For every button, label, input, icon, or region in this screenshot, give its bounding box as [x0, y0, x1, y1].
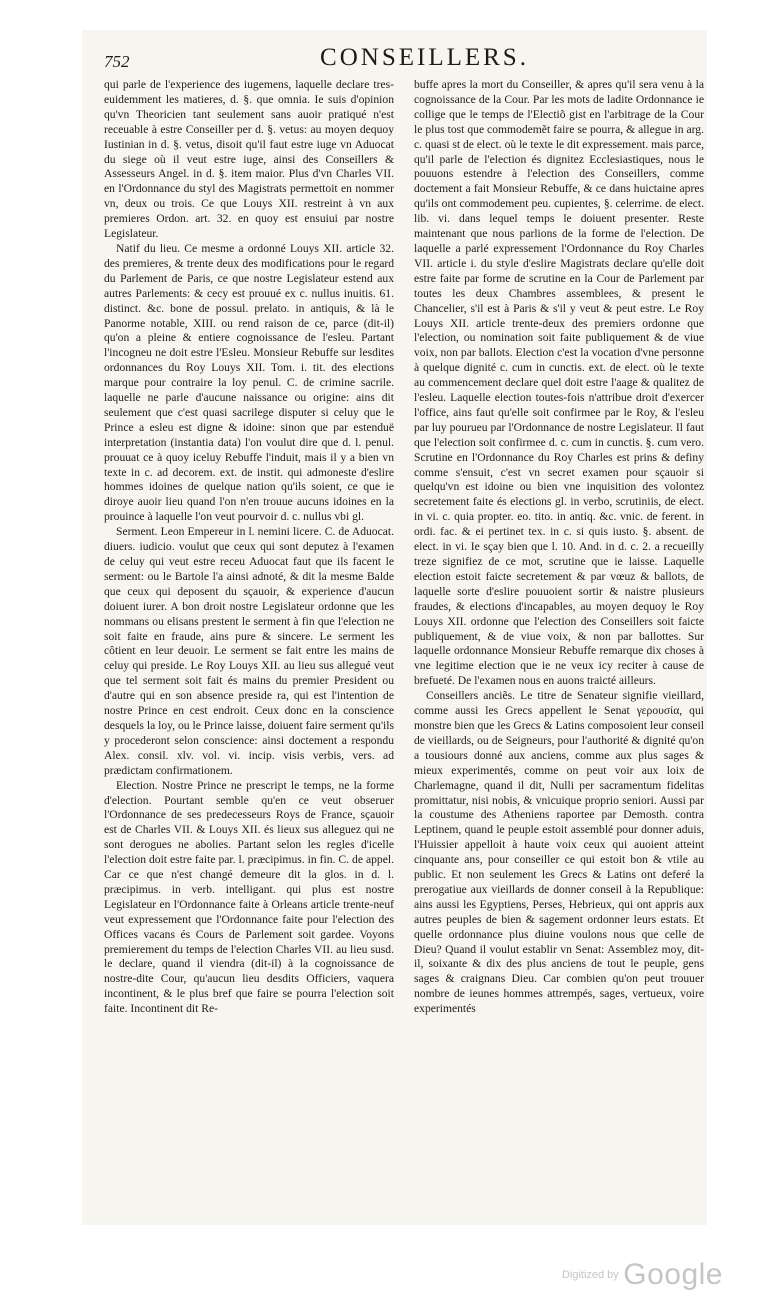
digitized-by-watermark — [562, 1258, 723, 1292]
paragraph: buffe apres la mort du Conseiller, & apres qu'il sera venu à la cognoissance de la Cour. Par les mots de ladite Ordonnance ie collige que le temps de l'Electiõ gist en l'arbitrage de la Cour le plus tost que commodemẽt faire se pourra, & allegue in arg. c. quasi st de elect. où le texte le dit expressement. mais parce, qu'il parle de l'election és dignitez Ecclesiastiques, nous le pouuons estendre à l'election des Conseillers, comme doctement a fait Monsieur Rebuffe, & ce dans huictaine apres qu'ils ont commodement peu. cupientes, §. celerrime. de elect. lib. vi. dans lequel temps le doiuent presenter. Reste maintenant que nous parlions de la forme de l'election. De laquelle a parlé expressement l'Ordonnance du Roy Charles VII. article i. du style d'eslire Magistrats declare qu'elle doit estre faite par forme de scrutine en la Cour de Parlement par toutes les deux Chambres assemblees, & present le Chancelier, s'il est à Paris & s'il y veut & peut estre. Le Roy Louys XII. article trente-deux des premiers ordonne que l'election, ou nomination soit faite publiquement & de viue voix, non par ballots. Election c'est la vocation d'vne personne à quelque dignité c. cum in cunctis. ext. de elect. où le texte au commencement declare quel doit estre l'aage & qualitez de l'esleu. Laquelle election toutes-fois n'attribue droit d'exercer l'office, ains faut qu'elle soit confirmee par le Roy, & l'esleu par luy pourueu par l'Ordonnance de nostre Legislateur. Il faut que l'election soit confirmee d. c. cum in cunctis. §. cum vero. Scrutine en l'Ordonnance du Roy Charles est prins & definy comme s'ensuit, c'est vn secret examen pour sçauoir si quelqu'vn est idoine ou bien vne inquisition des volontez secretement faite és elections gl. in verbo, scrutiniis, de elect. in vi. c. quia propter. eo. tito. in antiq. &c. vnic. de ferent. in ordi. fac. & ei pertinet tex. in c. si quis iusto. §. absent. de elect. in vi. Ie sçay bien que l. 10. And. in d. c. 2. a recueilly treze signifiez de ce mot, scrutine que ie laisse. Laquelle election estoit faicte secretement & par vœuz & ballots, de laquelle sorte d'eslire pouuoient sortir & naistre plusieurs fraudes, & elections d'incapables, au moyen dequoy le Roy Louys XII. ordonne que l'election des Conseillers soit faicte publiquement, & de viue voix, & non par ballottes. Sur laquelle ordonnance Monsieur Rebuffe remarque dix choses à vne legitime election que ie ne veux icy reciter à cause de brefueté. De l'examen nous en auons traicté ailleurs. — [414, 78, 704, 688]
paragraph: qui parle de l'experience des iugemens, laquelle declare tres-euidemment les matieres, d. §. que omnia. Ie suis d'opinion qu'vn Theoricien tant seulement sans auoir pratiqué n'est receuable à estre Conseiller per d. §. vetus: au moyen dequoy Iustinian in d. §. vetus, disoit qu'il faut estre iuge vn Aduocat du siege où il veut estre iuge, ainsi des Conseillers & Assesseurs Angel. in d. §. item maior. Plus d'vn Charles VII. en l'Ordonnance du styl des Magistrats permettoit en nommer vn, deux ou trois. Ce que Louys XII. restreint à vn aux premieres Ordon. art. 32. en quoy est ensuiui par nostre Legislateur. — [104, 78, 394, 241]
page-header — [82, 40, 707, 72]
paragraph: Serment. Leon Empereur in l. nemini licere. C. de Aduocat. diuers. iudicio. voulut que ceux qui sont deputez à l'examen de celuy qui veut estre receu Aduocat faut que ils facent le serment: ou le Bartole l'a ainsi adnoté, & dit la mesme Balde que ceux qui deposent du sçauoir, & experience d'aucun doiuent iurer. A bon droit nostre Legislateur ordonne que les nommans ou elisans prestent le serment à fin que l'election ne soit faite en fraude, ains pure & sincere. Le serment les côtient en leur deuoir. Le serment se fait entre les mains de celuy qui preside. Le Roy Louys XII. au lieu sus allegué veut que tel serment soit fait és mains du premier President ou d'autre qui en son absence preside ra, qui est l'intention de nostre Prince en cest endroit. Ceux donc en la conscience desquels la loy, ou le Prince laisse, doiuent faire serment qu'ils y procederont selon conscience: ainsi doctement a respondu Alex. consil. xlv. vol. vi. incip. visis verbis, vers. ad prædictam confirmationem. — [104, 525, 394, 777]
running-head: CONSEILLERS. — [320, 44, 529, 71]
right-column — [414, 78, 704, 1218]
google-logo: Google — [623, 1258, 723, 1291]
book-page — [82, 30, 707, 1225]
paragraph: Election. Nostre Prince ne prescript le temps, ne la forme d'election. Pourtant semble qu'en ce veut obseruer l'Ordonnance de ses predecesseurs Roys de France, sçauoir est de Charles VII. & Louys XII. és lieux sus alleguez qui ne sont derogues ne abolies. Partant selon les regles d'icelle l'election doit estre faite par. l. præcipimus. in fin. C. de appel. Car ce que n'est changé demeure dit la glos. in d. l. præcipimus. in verb. intelligant. qui plus est nostre Legislateur en l'Ordonnance faite à Orleans article trente-neuf veut expressement que l'Ordonnance faite pour l'election des Offices vacans és Cours de Parlement soit gardee. Voyons premierement du temps de l'election Charles VII. au lieu susd. le declare, quand il viendra (dit-il) à la cognoissance de nostre-dite Cour, qu'aucun lieu desdits Officiers, vaquera incontinent, & le plus bref que faire se pourra l'election soit faite. Incontinent dit Re- — [104, 778, 394, 1016]
watermark-prefix: Digitized by — [561, 1269, 619, 1281]
paragraph: Natif du lieu. Ce mesme a ordonné Louys XII. article 32. des premieres, & trente deux des modifications pour le regard du Parlement de Paris, ce que nostre Legislateur estend aux autres Parlements: & cecy est prouué ex c. nullus inuitis. 61. distinct. &c. bone de possul. prelato. in antiquis, & là le Panorme notable, XIII. ou rend raison de ce, parce (dit-il) qu'on a pleine & entiere cognoissance de l'esleu. Partant l'incogneu ne doit estre l'Esleu. Monsieur Rebuffe sur lesdites ordonnances du Roy Louys XII. Tom. i. tit. des elections marque pour contraire la loy penul. C. de crimine sacrile. laquelle ne parle d'aucune naissance ou origine: ains dit seulement que c'est quasi sacrilege disputer si celuy que le Prince a esleu est digne & idoine: sinon que par estenduë interpretation (instantia data) l'on voulut dire que d. l. penul. prouuat ce à quoy iceluy Rebuffe l'induit, mais il y a bien vn texte in c. ad decorem. ext. de instit. qui admoneste d'eslire hommes idoines de quelque nation qu'ils soient, ce que ie diroye auoir lieu quand l'on n'en trouue aucuns idoines en la prouince à laquelle l'on veut pourvoir d. c. nullus vbi gl. — [104, 241, 394, 524]
paragraph: Conseillers anciẽs. Le titre de Senateur signifie vieillard, comme aussi les Grecs appellent le Senat γερουσία, qui monstre bien que les Grecs & Latins composoient leur conseil de vieillards, ou de Seigneurs, pour l'authorité & dignité qu'on a tousiours donné aux anciens, comme aux plus sages & mieux experimentés, comme on peut voir aux loix de Charlemagne, quand il dit, Nulli per sacramentum fidelitas promittatur, nisi nobis, & vnicuique proprio seniori. Aussi par la coustume des Atheniens raportee par Demosth. contra Leptinem, quand le peuple estoit assemblé pour donner aduis, l'Huissier appelloit à haute voix ceux qui auoient atteint cinquante ans, pour conseiller ce qui estoit bon & vtile au public. Et non seulement les Grecs & Latins ont deferé la prerogatiue aux vieillards de donner conseil à la Republique: ains aussi les Egyptiens, Perses, Hebrieux, qui ont appris aux autres peuples de bien & sagement ordonner leurs estats. Et quelle ordonnance plus diuine voulons nous que celle de Dieu? Quand il voulut establir vn Senat: Assemblez moy, dit-il, soixante & dix des plus anciens de tout le peuple, gens sages & craignans Dieu. Car combien qu'on peut trouuer nombre de ieunes hommes attrempés, sages, vertueux, voire experimentés — [414, 689, 704, 1016]
page-number: 752 — [104, 52, 130, 71]
text-columns — [104, 78, 704, 1218]
left-column — [104, 78, 394, 1218]
